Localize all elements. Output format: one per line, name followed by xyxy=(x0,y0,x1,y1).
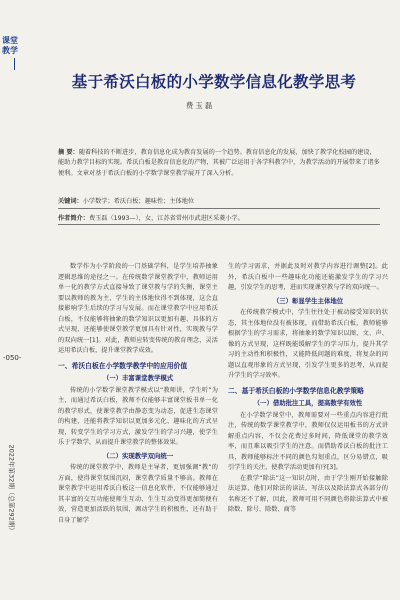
keywords-label: 关键词： xyxy=(58,198,83,205)
section-heading-2: 二、基于希沃白板的小学数学信息化教学策略 xyxy=(228,386,364,395)
divider-top xyxy=(58,208,380,209)
margin-divider xyxy=(14,58,15,70)
article-title: 基于希沃白板的小学数学信息化教学思考 xyxy=(71,73,357,91)
page-margin xyxy=(0,0,28,600)
subheading-1-2: （二）实现教学双向统一 xyxy=(102,451,174,460)
section-heading-1: 一、希沃白板在小学数学教学中的应用价值 xyxy=(58,361,188,370)
paragraph-1-2: 传统的课堂教学中，教师是主导者，更加强调“教”的方面，使得课堂氛围沉闷，课堂教学质量不够高。教师在课堂教学中运用希沃白板这一信息化软件，不仅能够通过其丰富的交互功能使师生互动、生生互动变得更加简便有效，营造更加活跃的氛围，调动学生的积极性，还有助于自身了解学 xyxy=(58,464,218,524)
section-label xyxy=(2,36,26,56)
right-column xyxy=(228,262,388,516)
article-author: 费玉磊 xyxy=(185,101,215,110)
paragraph-continued: 生的学习需求，并据此及时对教学内容进行调整[2]。此外，希沃白板中一些趣味化功能还能激发学生的学习兴趣，引发学生的思考，进而实现课堂教与学的双向统一。 xyxy=(228,263,388,291)
abstract-text: 随着科技的不断进步，教育信息化成为教育发展的一个趋势。教育信息化的发展，加快了教学化校园的建设，能助力教学目标的实现。希沃白板是教育信息化的产物，其被广泛运用于各学科教学中，为教学活动的开展带来了诸多便利。文章对基于希沃白板的小学数学课堂教学展开了深入分析。 xyxy=(58,149,380,177)
abstract xyxy=(58,148,380,179)
section-label-line1: 课堂 xyxy=(2,36,18,45)
section-label-line2: 教学 xyxy=(2,46,18,55)
paragraph-2-1: 在小学数学课堂中，教师需要对一些重点内容进行批注，传统的数学课堂教学中，教师仅仅运用板书的方式讲解重点内容，不仅会花费过多时间，降低课堂的教学效率，而且难以吸引学生的注意。而借助希沃白板的批注工具，教师能够标注不同的颜色勾划重点，区分易错点，吸引学生的关注，使教学活动更加有序[3]。 xyxy=(228,411,388,471)
page-number: -050- xyxy=(3,354,22,362)
left-column xyxy=(58,262,218,526)
keywords-text: 小学数学；希沃白板；趣味性；主体地位 xyxy=(82,198,195,205)
author-info-text: 费玉磊（1993—），女，江苏省常州市武进区采菱小学。 xyxy=(88,215,244,222)
abstract-label: 摘 要： xyxy=(58,149,79,156)
divider-bottom xyxy=(58,224,380,225)
author-info xyxy=(58,213,380,222)
issue-info: 2022年第32期（总第292期） xyxy=(7,444,16,534)
paragraph-1-3: 在传统教学模式中，学生往往处于被动接受知识的状态，其主体地位没有被体现，而借助希沃白板，教师能够根据学生的学习需求，将抽象的数学知识以图、文、声、像的方式呈现，这样既能缓解学生的学习压力，提升其学习的主动性和积极性，又能降低问题的难度，将复杂的问题以直观形象的方式呈现，引发学生更多的思考，从而提升学生的学习效率。 xyxy=(228,309,388,379)
paragraph-1-1: 传统的小学数学课堂教学模式以“教师讲，学生听”为主，而通过希沃白板，教师不仅能够丰富课堂板书单一化的教学形式，使课堂教学由静态变为动态，促进生态课堂的构建，还能将教学知识以更加多元化、趣味化的方式呈现，转变学生的学习方式，激发学生的学习兴趣，使学生乐于学数学，从而提升课堂教学的整体效果。 xyxy=(58,386,218,446)
subheading-1-3: （三）彰显学生主体地位 xyxy=(272,296,344,305)
intro-paragraph: 数学作为小学阶段的一门基础学科，是学生培养抽象逻辑思维的途径之一。在传统数学课堂教学中，教师运用单一化的教学方式直接导致了课堂教与学的失衡，课堂主要以教师的教为主，学生的主体地位得不到体现，这会直接影响学生后续的学习与发展。而在课堂教学中应用希沃白板，不仅能够将抽象的数学知识以更加有趣、具体的方式呈现，还能够使课堂教学更加具有针对性，实现教与学的双向统一[1]。对此，教师应转变传统的教育理念，灵活运用希沃白板，提升课堂教学成效。 xyxy=(58,263,218,354)
keywords xyxy=(58,196,380,205)
subheading-2-1: （一）借助批注工具，提高数学有效性 xyxy=(253,399,363,407)
paragraph-2-2: 在教学“除法”这一知识点时，由于学生刚开始接触除法运算，他们对除法的读法、写法以及除法算式各部分的名称还不了解，因此，教师可用不同颜色将除法算式中被除数、除号、除数、商等 xyxy=(228,474,388,513)
author-info-label: 作者简介： xyxy=(58,215,89,222)
subheading-1-1: （一）丰富课堂教学模式 xyxy=(102,374,174,382)
